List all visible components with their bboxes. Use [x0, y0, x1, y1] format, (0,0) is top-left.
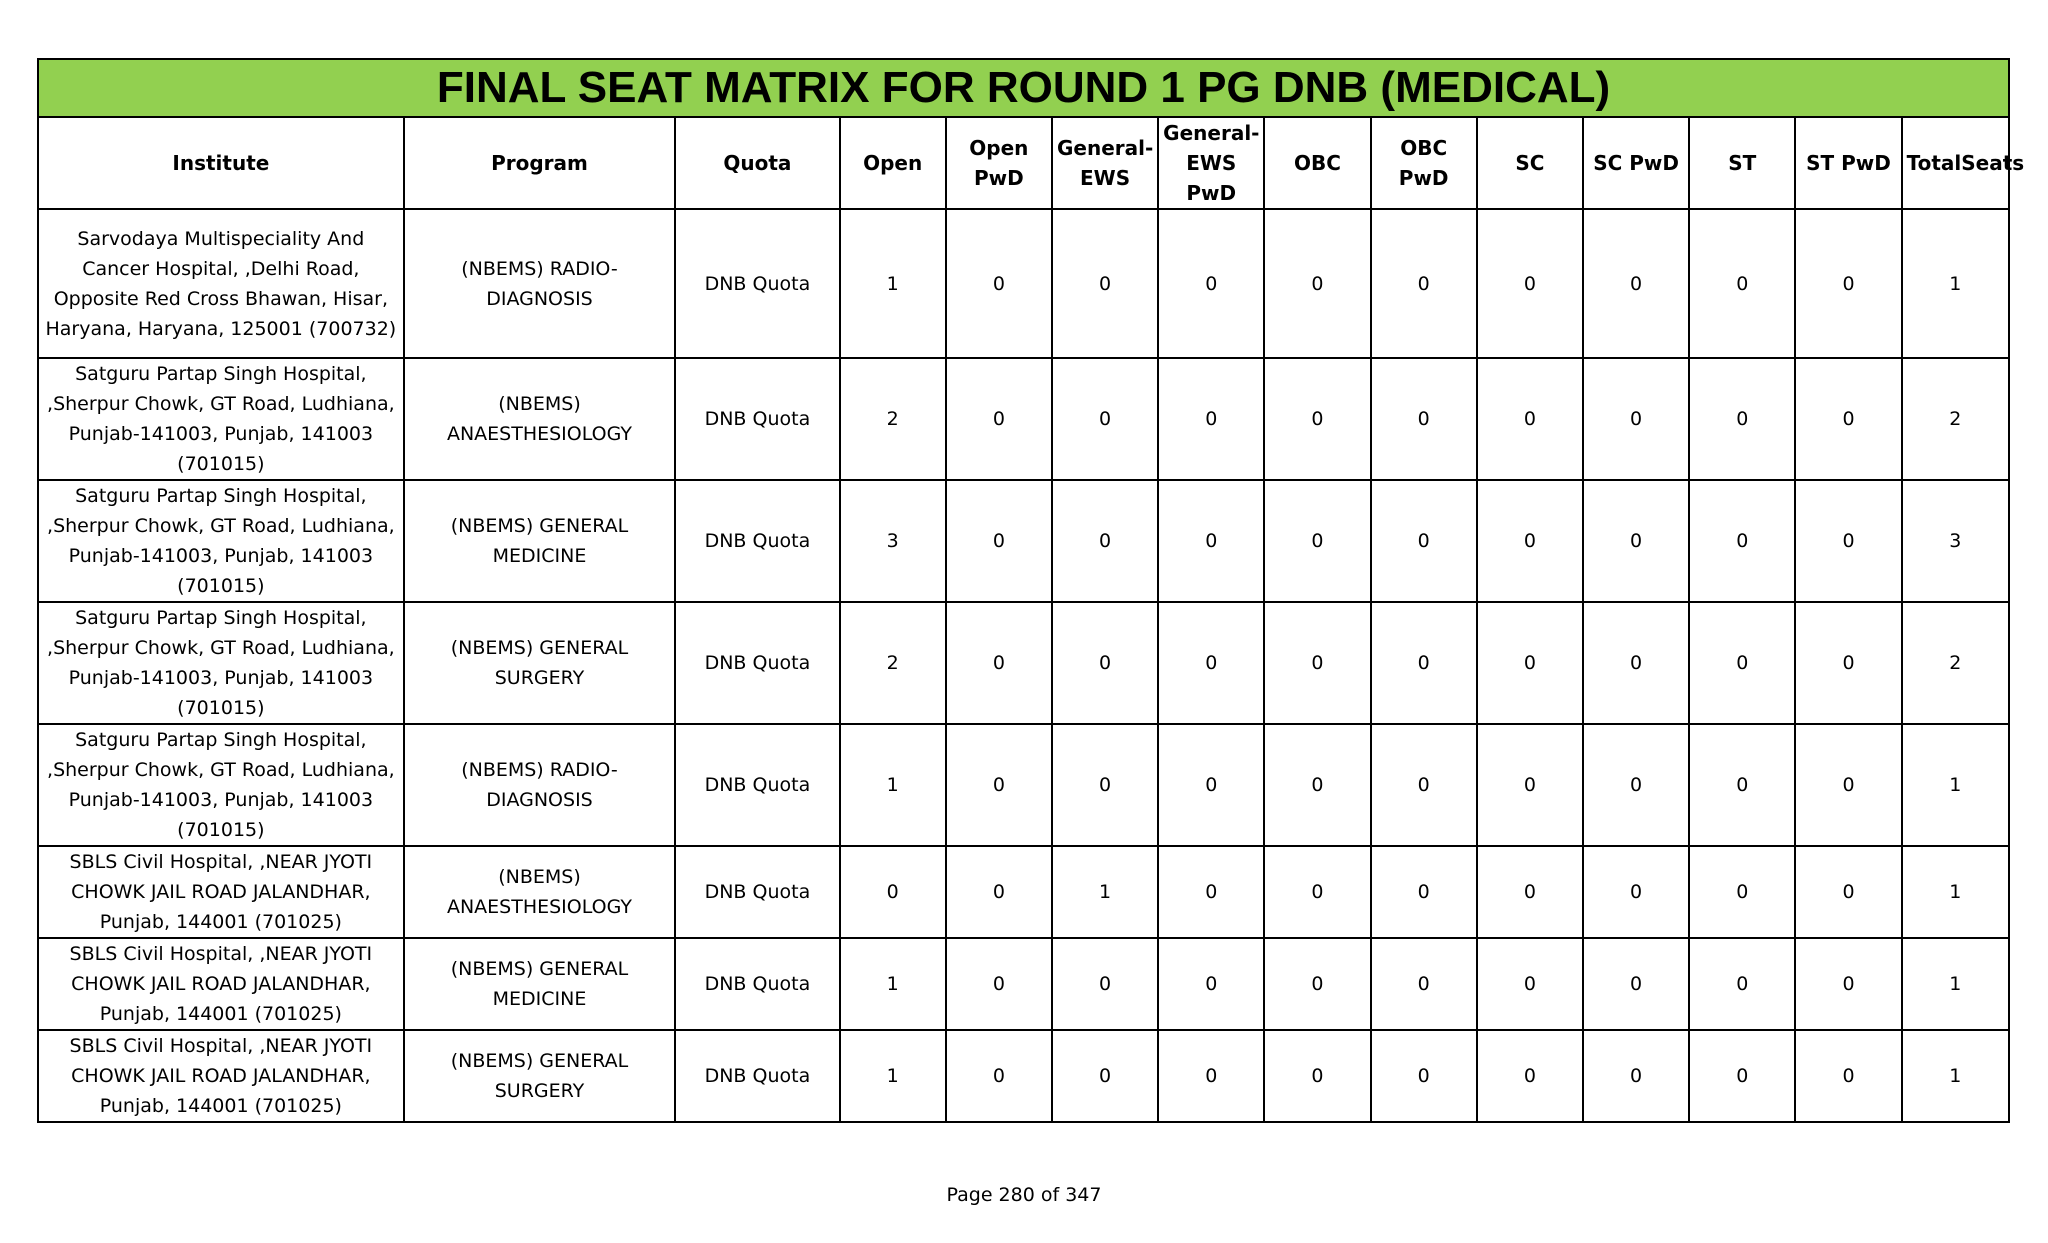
page-number: Page 280 of 347: [946, 1184, 1102, 1206]
table-row: [38, 846, 2009, 938]
column-header: ST: [1689, 117, 1795, 209]
seat-matrix-table: [37, 58, 2025, 1123]
seat-count-cell: 0: [946, 938, 1052, 1030]
seat-count-cell: 0: [1052, 480, 1158, 602]
seat-count-cell: 0: [1264, 209, 1370, 358]
seat-count-cell: 0: [1583, 724, 1689, 846]
seat-count-cell: 0: [1264, 1030, 1370, 1122]
program-cell: (NBEMS) RADIO-DIAGNOSIS: [404, 209, 676, 358]
quota-cell: DNB Quota: [675, 724, 839, 846]
institute-cell: Sarvodaya Multispeciality And Cancer Hospital, ,Delhi Road, Opposite Red Cross Bhawan, Hisar, Haryana, Haryana, 125001 (700732): [38, 209, 404, 358]
seat-count-cell: 0: [1477, 846, 1583, 938]
quota-cell: DNB Quota: [675, 358, 839, 480]
seat-count-cell: 0: [1371, 724, 1477, 846]
institute-cell: SBLS Civil Hospital, ,NEAR JYOTI CHOWK JAIL ROAD JALANDHAR, Punjab, 144001 (701025): [38, 846, 404, 938]
table-row: [38, 724, 2009, 846]
seat-count-cell: 0: [1264, 846, 1370, 938]
seat-count-cell: 0: [1477, 938, 1583, 1030]
seat-count-cell: 0: [1264, 358, 1370, 480]
seat-count-cell: 0: [1689, 209, 1795, 358]
quota-cell: DNB Quota: [675, 846, 839, 938]
seat-count-cell: 0: [946, 1030, 1052, 1122]
seat-count-cell: 0: [1795, 209, 1901, 358]
seat-count-cell: 0: [1158, 1030, 1264, 1122]
seat-count-cell: 0: [1371, 358, 1477, 480]
seat-count-cell: 0: [1158, 724, 1264, 846]
table-row: [38, 938, 2009, 1030]
seat-count-cell: 0: [1477, 358, 1583, 480]
institute-cell: Satguru Partap Singh Hospital, ,Sherpur Chowk, GT Road, Ludhiana, Punjab-141003, Punjab, 141003 (701015): [38, 480, 404, 602]
program-cell: (NBEMS) GENERAL SURGERY: [404, 602, 676, 724]
column-header: SC PwD: [1583, 117, 1689, 209]
seat-count-cell: 0: [1264, 602, 1370, 724]
program-cell: (NBEMS) GENERAL SURGERY: [404, 1030, 676, 1122]
seat-count-cell: 0: [1689, 480, 1795, 602]
seat-count-cell: 0: [1052, 1030, 1158, 1122]
institute-cell: Satguru Partap Singh Hospital, ,Sherpur Chowk, GT Road, Ludhiana, Punjab-141003, Punjab, 141003 (701015): [38, 724, 404, 846]
page-title: FINAL SEAT MATRIX FOR ROUND 1 PG DNB (MEDICAL): [38, 59, 2009, 117]
quota-cell: DNB Quota: [675, 209, 839, 358]
seat-count-cell: 0: [1795, 1030, 1901, 1122]
column-header: General-EWS: [1052, 117, 1158, 209]
institute-cell: Satguru Partap Singh Hospital, ,Sherpur Chowk, GT Road, Ludhiana, Punjab-141003, Punjab, 141003 (701015): [38, 602, 404, 724]
seat-count-cell: 0: [1583, 358, 1689, 480]
quota-cell: DNB Quota: [675, 480, 839, 602]
seat-count-cell: 1: [1902, 724, 2009, 846]
seat-count-cell: 0: [1158, 480, 1264, 602]
seat-count-cell: 0: [1583, 209, 1689, 358]
quota-cell: DNB Quota: [675, 1030, 839, 1122]
seat-count-cell: 2: [840, 602, 946, 724]
column-header: Open PwD: [946, 117, 1052, 209]
seat-count-cell: 0: [1689, 1030, 1795, 1122]
seat-count-cell: 1: [840, 724, 946, 846]
seat-count-cell: 0: [1371, 1030, 1477, 1122]
table-row: [38, 480, 2009, 602]
seat-count-cell: 3: [1902, 480, 2009, 602]
seat-count-cell: 0: [1264, 938, 1370, 1030]
seat-count-cell: 0: [1371, 480, 1477, 602]
table-row: [38, 1030, 2009, 1122]
seat-count-cell: 0: [1477, 1030, 1583, 1122]
seat-count-cell: 0: [946, 480, 1052, 602]
seat-count-cell: 0: [1477, 602, 1583, 724]
seat-count-cell: 0: [946, 724, 1052, 846]
seat-count-cell: 0: [1583, 602, 1689, 724]
seat-count-cell: 2: [1902, 602, 2009, 724]
seat-count-cell: 0: [1795, 358, 1901, 480]
program-cell: (NBEMS) GENERAL MEDICINE: [404, 480, 676, 602]
seat-count-cell: 0: [1371, 209, 1477, 358]
institute-cell: SBLS Civil Hospital, ,NEAR JYOTI CHOWK JAIL ROAD JALANDHAR, Punjab, 144001 (701025): [38, 938, 404, 1030]
seat-count-cell: 0: [1158, 602, 1264, 724]
seat-count-cell: 0: [946, 602, 1052, 724]
title-row: [38, 59, 2009, 117]
seat-count-cell: 0: [1583, 1030, 1689, 1122]
seat-count-cell: 3: [840, 480, 946, 602]
seat-count-cell: 1: [1052, 846, 1158, 938]
seat-count-cell: 0: [1689, 358, 1795, 480]
table-row: [38, 358, 2009, 480]
seat-count-cell: 0: [1795, 480, 1901, 602]
table-row: [38, 602, 2009, 724]
institute-cell: Satguru Partap Singh Hospital, ,Sherpur Chowk, GT Road, Ludhiana, Punjab-141003, Punjab, 141003 (701015): [38, 358, 404, 480]
seat-count-cell: 1: [1902, 209, 2009, 358]
seat-count-cell: 1: [840, 938, 946, 1030]
seat-count-cell: 0: [1477, 724, 1583, 846]
seat-count-cell: 0: [1795, 846, 1901, 938]
table-row: [38, 209, 2009, 358]
column-header: OBC PwD: [1371, 117, 1477, 209]
seat-count-cell: 1: [840, 209, 946, 358]
seat-count-cell: 0: [1052, 209, 1158, 358]
column-header: Program: [404, 117, 676, 209]
seat-count-cell: 1: [840, 1030, 946, 1122]
seat-count-cell: 0: [1264, 724, 1370, 846]
program-cell: (NBEMS) RADIO-DIAGNOSIS: [404, 724, 676, 846]
seat-count-cell: 0: [946, 209, 1052, 358]
seat-count-cell: 0: [946, 846, 1052, 938]
seat-count-cell: 0: [1052, 938, 1158, 1030]
seat-count-cell: 0: [1689, 938, 1795, 1030]
seat-count-cell: 0: [1583, 938, 1689, 1030]
column-header: TotalSeats: [1902, 117, 2009, 209]
program-cell: (NBEMS) ANAESTHESIOLOGY: [404, 358, 676, 480]
column-header: Quota: [675, 117, 839, 209]
seat-count-cell: 0: [1583, 846, 1689, 938]
quota-cell: DNB Quota: [675, 602, 839, 724]
seat-count-cell: 0: [1158, 358, 1264, 480]
column-header: General-EWS PwD: [1158, 117, 1264, 209]
seat-count-cell: 1: [1902, 938, 2009, 1030]
seat-count-cell: 0: [1795, 938, 1901, 1030]
seat-count-cell: 0: [1371, 846, 1477, 938]
seat-count-cell: 0: [1371, 938, 1477, 1030]
column-header: Institute: [38, 117, 404, 209]
column-header: Open: [840, 117, 946, 209]
seat-count-cell: 0: [1158, 938, 1264, 1030]
column-header: OBC: [1264, 117, 1370, 209]
column-header-row: [38, 117, 2009, 209]
seat-count-cell: 0: [1689, 846, 1795, 938]
seat-count-cell: 0: [946, 358, 1052, 480]
seat-count-cell: 0: [1371, 602, 1477, 724]
seat-count-cell: 2: [1902, 358, 2009, 480]
seat-count-cell: 0: [1795, 724, 1901, 846]
seat-count-cell: 0: [1689, 724, 1795, 846]
program-cell: (NBEMS) ANAESTHESIOLOGY: [404, 846, 676, 938]
seat-count-cell: 0: [1795, 602, 1901, 724]
seat-count-cell: 0: [1477, 480, 1583, 602]
column-header: SC: [1477, 117, 1583, 209]
seat-count-cell: 1: [1902, 846, 2009, 938]
seat-count-cell: 1: [1902, 1030, 2009, 1122]
program-cell: (NBEMS) GENERAL MEDICINE: [404, 938, 676, 1030]
table-body: [38, 209, 2009, 1122]
seat-count-cell: 0: [840, 846, 946, 938]
quota-cell: DNB Quota: [675, 938, 839, 1030]
seat-count-cell: 0: [1158, 209, 1264, 358]
seat-count-cell: 0: [1052, 602, 1158, 724]
seat-count-cell: 0: [1583, 480, 1689, 602]
institute-cell: SBLS Civil Hospital, ,NEAR JYOTI CHOWK JAIL ROAD JALANDHAR, Punjab, 144001 (701025): [38, 1030, 404, 1122]
seat-count-cell: 0: [1477, 209, 1583, 358]
seat-count-cell: 0: [1052, 358, 1158, 480]
seat-count-cell: 0: [1052, 724, 1158, 846]
column-header: ST PwD: [1795, 117, 1901, 209]
seat-count-cell: 0: [1689, 602, 1795, 724]
seat-count-cell: 0: [1158, 846, 1264, 938]
seat-count-cell: 2: [840, 358, 946, 480]
seat-count-cell: 0: [1264, 480, 1370, 602]
